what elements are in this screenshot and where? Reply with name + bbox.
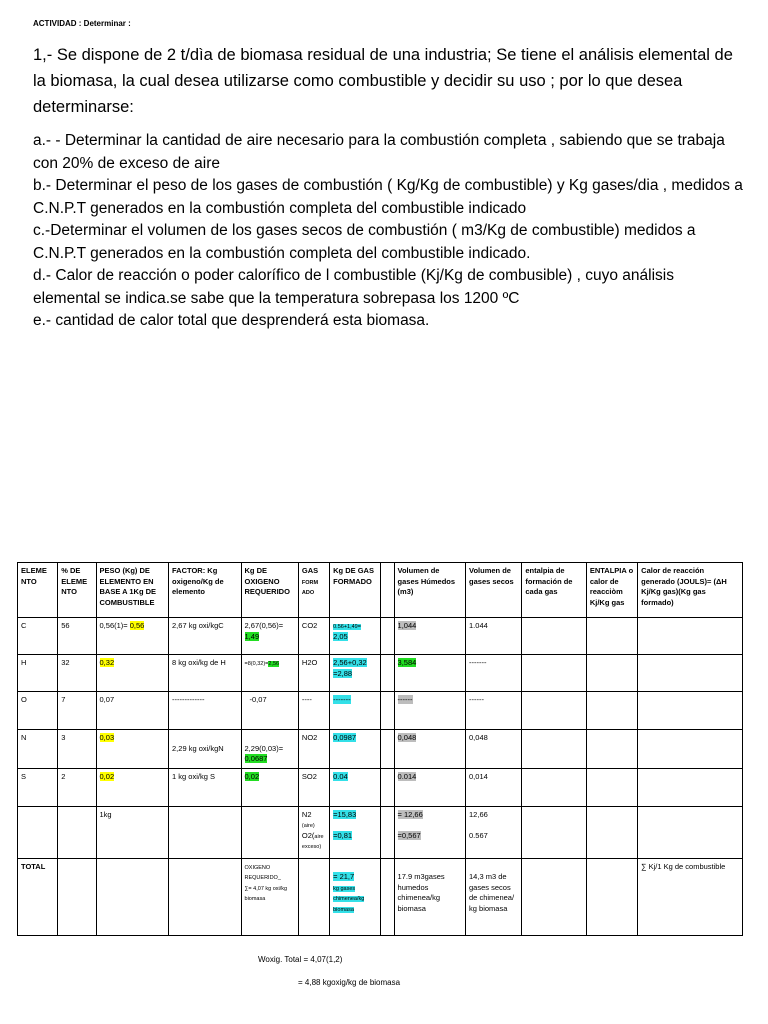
activity-label: ACTIVIDAD : Determinar : [33,19,131,28]
cell-entalpia [586,618,637,655]
cell-vol-humedo [394,618,465,655]
header-elemento: ELEME NTO [18,563,58,618]
oxigeno-result: 0,02 [244,771,260,781]
oxygen-total-result: = 4,88 kgoxig/kg de biomasa [298,978,401,987]
cell-gas: ---- [298,692,329,730]
cell-spacer [381,730,394,769]
oxygen-total-formula: Woxig. Total = 4,07(1,2) [258,955,343,964]
vol-humedo-n2: = 12,66 [397,809,423,819]
vol-humedo-value: 0,048 [397,733,417,742]
cell-vol-humedo [394,730,465,769]
kg-gas-o2: =0,81 [333,830,353,840]
cell-kg-gas [330,692,381,730]
oxigeno-total-value: ∑= 4,07 kg oxi/kg biomasa [244,885,288,902]
cell-peso: 0,07 [96,692,169,730]
header-calor: Calor de reacción generado (JOULS)= (ΔH Kj/Kg gas)(Kg gas formado) [638,563,743,618]
kg-gas-result: 2,05 [333,631,348,641]
cell-entalpia [586,858,637,935]
cell-entalpia-formacion [522,768,586,806]
cell-vol-seco [466,858,522,935]
task-c: c.-Determinar el volumen de los gases secos de combustión ( m3/Kg de combustible) medidos a C.N.P.T generados en la combustión completa del combustible indicado. [33,222,696,262]
cell-vol-humedo [394,655,465,692]
cell-factor [169,730,242,769]
oxigeno-result: 1,49 [244,631,260,641]
header-porcentaje: % DE ELEME NTO [58,563,96,618]
factor-value: 2,29 kg oxi/kgN [172,743,224,753]
cell-factor [169,858,242,935]
cell-vol-seco: ------ [466,692,522,730]
task-d: d.- Calor de reacción o poder calorífico de l combustible (Kj/Kg de combusible) , cuyo análisis elemental se indica.se sabe que la temperatura sobrepasa los 1200 ºC [33,267,674,307]
vol-humedo-value: ------ [397,695,413,704]
cell-factor: 8 kg oxi/kg de H [169,655,242,692]
cell-percent: 3 [58,730,96,769]
cell-peso: 1kg [96,806,169,858]
cell-entalpia [586,768,637,806]
gas-o2-note: aire exceso) [301,833,324,850]
cell-oxigeno [241,655,298,692]
task-a: a.- - Determinar la cantidad de aire necesario para la combustión completa , sabiendo que se trabaja con 20% de exceso de aire [33,132,725,172]
cell-calor [638,655,743,692]
cell-oxigeno [241,618,298,655]
cell-vol-humedo [394,858,465,935]
kg-gas-n2: =15,83 [333,809,357,819]
cell-gas [298,858,329,935]
cell-kg-gas [330,858,381,935]
header-peso: PESO (Kg) DE ELEMENTO EN BASE A 1Kg DE COMBUSTIBLE [96,563,169,618]
cell-calor [638,806,743,858]
cell-entalpia-formacion [522,858,586,935]
cell-spacer [381,618,394,655]
table-row-sum [18,806,743,858]
cell-entalpia-formacion [522,655,586,692]
cell-spacer [381,858,394,935]
peso-result: 0,02 [99,771,115,781]
cell-spacer [381,692,394,730]
cell-calor: ∑ Kj/1 Kg de combustible [638,858,743,935]
cell-entalpia-formacion [522,730,586,769]
cell-factor: 1 kg oxi/kg S [169,768,242,806]
cell-oxigeno [241,768,298,806]
total-label: TOTAL [21,861,46,871]
cell-kg-gas [330,806,381,858]
cell-percent: 32 [58,655,96,692]
cell-vol-humedo [394,692,465,730]
header-entalpia-formacion: entalpia de formación de cada gas [522,563,586,618]
table-row-total [18,858,743,935]
combustion-table [17,562,743,936]
task-list [33,130,745,333]
header-entalpia: ENTALPIA o calor de reacciòm Kj/Kg gas [586,563,637,618]
table-header-row [18,563,743,618]
vol-humedo-total: 17.9 m3gases humedos chimenea/kg biomasa [397,872,445,913]
cell-entalpia [586,806,637,858]
header-vol-humedo: Volumen de gases Húmedos (m3) [394,563,465,618]
header-vol-seco: Volumen de gases secos [466,563,522,618]
vol-humedo-value: 0.014 [397,771,417,781]
cell-calor [638,692,743,730]
cell-entalpia [586,730,637,769]
header-kg-gas: Kg DE GAS FORMADO [330,563,381,618]
cell-peso [96,618,169,655]
cell-kg-gas [330,618,381,655]
cell-entalpia [586,692,637,730]
vol-seco-o2: 0.567 [469,830,488,840]
peso-result: 0,56 [129,621,145,630]
header-formado-label: FORM ADO [301,579,319,596]
cell-oxigeno: -0,07 [241,692,298,730]
cell-vol-humedo [394,806,465,858]
oxigeno-expr: 2,29(0,03)= [244,743,284,753]
gas-o2: O2( [301,830,315,840]
cell-peso [96,768,169,806]
cell-element: N [18,730,58,769]
cell-vol-seco: ------- [466,655,522,692]
cell-element: S [18,768,58,806]
table-row-o [18,692,743,730]
cell-vol-seco: 1.044 [466,618,522,655]
cell-peso [96,655,169,692]
table-row-h [18,655,743,692]
cell-percent: 56 [58,618,96,655]
cell-kg-gas [330,655,381,692]
peso-result: 0,03 [99,733,115,742]
cell-calor [638,730,743,769]
cell-gas: CO2 [298,618,329,655]
table-row-n [18,730,743,769]
cell-entalpia [586,655,637,692]
kg-gas-result: 2,56+0,32 =2,88 [333,658,367,678]
cell-vol-humedo [394,768,465,806]
cell-element: H [18,655,58,692]
vol-humedo-value: 1,044 [397,621,417,630]
cell-gas: H2O [298,655,329,692]
cell-entalpia-formacion [522,692,586,730]
vol-seco-total: 14,3 m3 de gases secos de chimenea/ kg biomasa [469,872,515,913]
kg-gas-total: = 21,7 [333,872,355,881]
cell-element [18,806,58,858]
header-factor: FACTOR: Kg oxigeno/Kg de elemento [169,563,242,618]
kg-gas-expr: 0.56+1,49= [333,624,361,630]
task-e: e.- cantidad de calor total que desprenderá esta biomasa. [33,312,430,329]
cell-factor: 2,67 kg oxi/kgC [169,618,242,655]
gas-n2: N2 [301,809,312,819]
table-row-s [18,768,743,806]
gas-n2-note: (aire) [301,823,315,829]
cell-kg-gas [330,768,381,806]
cell-oxigeno [241,858,298,935]
cell-oxigeno [241,730,298,769]
cell-factor: ------------- [169,692,242,730]
cell-percent: 2 [58,768,96,806]
cell-gas: SO2 [298,768,329,806]
cell-vol-seco [466,806,522,858]
cell-total-label [18,858,58,935]
cell-percent [58,806,96,858]
peso-result: 0,32 [99,658,115,667]
cell-factor [169,806,242,858]
vol-humedo-o2: =0,567 [397,830,421,840]
cell-calor [638,618,743,655]
kg-gas-result: 0,0987 [333,733,357,742]
cell-calor [638,768,743,806]
cell-gas: NO2 [298,730,329,769]
cell-spacer [381,806,394,858]
header-gas [298,563,329,618]
cell-element: C [18,618,58,655]
cell-entalpia-formacion [522,806,586,858]
header-spacer [381,563,394,618]
cell-element: O [18,692,58,730]
vol-humedo-value: 3,584 [397,658,417,667]
oxigeno-result: 0,0687 [244,754,268,763]
cell-oxigeno [241,806,298,858]
oxigeno-result: 2,56 [268,661,280,667]
cell-gas [298,806,329,858]
cell-vol-seco: 0,048 [466,730,522,769]
peso-expr: 0,56(1)= [99,621,130,630]
cell-percent [58,858,96,935]
vol-seco-n2: 12,66 [469,809,488,819]
cell-kg-gas [330,730,381,769]
cell-percent: 7 [58,692,96,730]
cell-spacer [381,655,394,692]
task-b: b.- Determinar el peso de los gases de combustión ( Kg/Kg de combustible) y Kg gases/dia , medidos a C.N.P.T generados en la combustión completa del combustible indicado [33,177,743,217]
oxigeno-expr: =8(0,32)= [244,661,269,667]
kg-gas-result: 0.04 [333,771,348,781]
cell-entalpia-formacion [522,618,586,655]
kg-gas-result: ------- [333,695,351,704]
oxigeno-total-label: OXIGENO REQUERIDO_ [244,864,281,881]
kg-gas-total-unit: kg gases chimenea/kg biomasa [333,885,365,913]
cell-peso [96,730,169,769]
cell-spacer [381,768,394,806]
table-row-c [18,618,743,655]
cell-peso [96,858,169,935]
header-gas-label: GAS [301,566,319,575]
problem-statement: 1,- Se dispone de 2 t/dìa de biomasa residual de una industria; Se tiene el análisis elemental de la biomasa, la cual desea utilizarse como combustible y decidir su uso ; por lo que desea determinarse: [33,46,733,116]
cell-vol-seco: 0,014 [466,768,522,806]
header-oxigeno: Kg DE OXIGENO REQUERIDO [241,563,298,618]
oxigeno-expr: 2,67(0,56)= [244,621,284,630]
